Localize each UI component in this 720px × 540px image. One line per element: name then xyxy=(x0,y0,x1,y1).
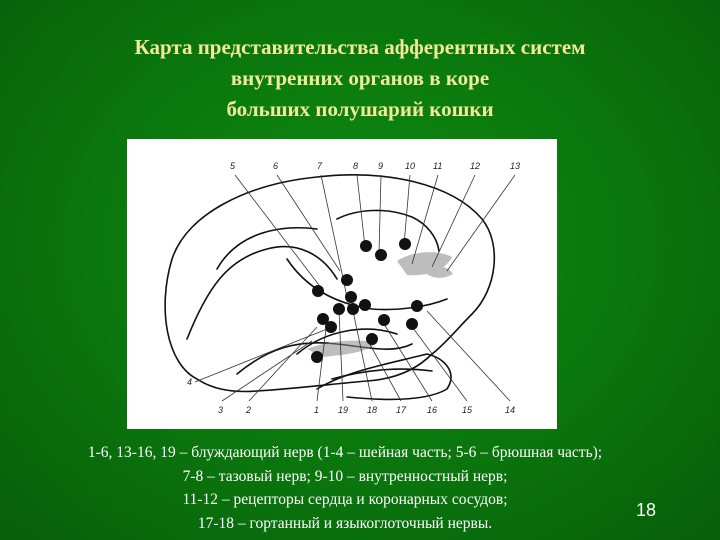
caption-line-4: 17-18 – гортанный и языкоглоточный нервы. xyxy=(197,514,493,532)
label-3: 3 xyxy=(218,405,224,415)
title-line-3: больших полушарий кошки xyxy=(226,97,494,121)
label-19: 19 xyxy=(338,405,349,415)
label-16: 16 xyxy=(427,405,438,415)
projection-point xyxy=(347,303,359,315)
label-4: 4 xyxy=(187,377,193,387)
figure-caption xyxy=(0,441,690,535)
slide-title xyxy=(0,32,720,125)
projection-point xyxy=(406,318,418,330)
projection-point xyxy=(399,238,411,250)
label-9: 9 xyxy=(378,161,384,171)
title-line-2: внутренних органов в коре xyxy=(230,66,490,90)
projection-point xyxy=(359,299,371,311)
label-12: 12 xyxy=(470,161,481,171)
projection-point xyxy=(345,291,357,303)
label-11: 11 xyxy=(433,161,443,171)
label-18: 18 xyxy=(367,405,378,415)
label-14: 14 xyxy=(505,405,516,415)
projection-point xyxy=(360,240,372,252)
projection-point xyxy=(333,303,345,315)
label-10: 10 xyxy=(405,161,416,171)
hemisphere-outline xyxy=(165,175,494,392)
projection-point xyxy=(325,321,337,333)
temporal-lobe xyxy=(317,354,451,399)
slide-number: 18 xyxy=(636,500,657,520)
label-8: 8 xyxy=(353,161,359,171)
label-5: 5 xyxy=(230,161,236,171)
sulcus-4 xyxy=(337,210,439,251)
label-7: 7 xyxy=(317,161,323,171)
label-13: 13 xyxy=(510,161,521,171)
brain-hemisphere-diagram xyxy=(127,139,557,429)
cortex-map-figure xyxy=(127,139,557,429)
label-17: 17 xyxy=(396,405,407,415)
projection-point xyxy=(375,249,387,261)
projection-point xyxy=(312,285,324,297)
label-1: 1 xyxy=(314,405,320,415)
caption-line-2: 7-8 – тазовый нерв; 9-10 – внутренностный нерв; xyxy=(182,467,508,485)
title-line-1: Карта представительства афферентных систем xyxy=(134,35,586,59)
caption-line-3: 11-12 – рецепторы сердца и коронарных сосудов; xyxy=(182,491,508,508)
projection-point xyxy=(341,274,353,286)
projection-point xyxy=(411,300,423,312)
label-6: 6 xyxy=(273,161,279,171)
projection-point xyxy=(311,351,323,363)
caption-line-1: 1-6, 13-16, 19 – блуждающий нерв (1-4 – шейная часть; 5-6 – брюшная часть); xyxy=(87,444,603,461)
projection-point xyxy=(366,333,378,345)
label-2: 2 xyxy=(246,405,252,415)
projection-point xyxy=(378,314,390,326)
label-15: 15 xyxy=(462,405,473,415)
